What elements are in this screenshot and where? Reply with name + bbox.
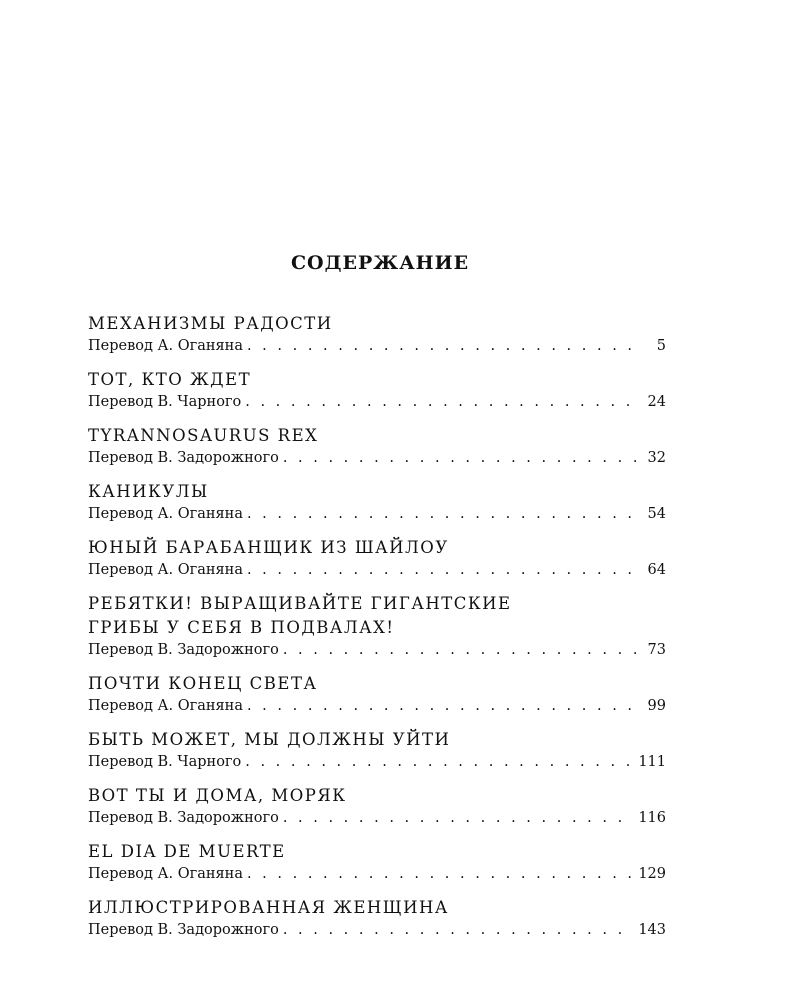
toc-entry-line — [88, 336, 666, 357]
toc-entry-page-number: 64 — [647, 562, 666, 578]
toc-entry-page-number: 32 — [647, 450, 666, 466]
dot-leader — [247, 336, 636, 357]
toc-entry-translator: Перевод А. Оганяна — [88, 866, 243, 882]
dot-leader — [245, 752, 632, 773]
toc-entry-line — [88, 560, 666, 581]
dot-leader — [247, 864, 632, 885]
dot-leader — [283, 808, 633, 829]
toc-entry-page-number: 73 — [647, 642, 666, 658]
toc-entry — [88, 672, 666, 717]
toc-entry-title: ЮНЫЙ БАРАБАНЩИК ИЗ ШАЙЛОУ — [88, 538, 449, 557]
dot-leader — [247, 504, 636, 525]
dot-leader — [247, 696, 636, 717]
toc-entry-title: ИЛЛЮСТРИРОВАННАЯ ЖЕНЩИНА — [88, 898, 449, 917]
toc-entry — [88, 728, 666, 773]
toc-entry-page-number: 143 — [638, 922, 666, 938]
toc-entry-line — [88, 864, 666, 885]
toc-entry-translator: Перевод В. Чарного — [88, 754, 242, 770]
toc-entry-page-number: 129 — [638, 866, 666, 882]
dot-leader — [283, 448, 636, 469]
toc-entry-line — [88, 640, 666, 661]
toc-entry — [88, 592, 666, 661]
toc-entry-translator: Перевод В. Задорожного — [88, 810, 279, 826]
toc-entry-line — [88, 752, 666, 773]
toc-entry-translator: Перевод А. Оганяна — [88, 506, 243, 522]
toc-entry-translator: Перевод А. Оганяна — [88, 562, 243, 578]
toc-entry-page-number: 54 — [647, 506, 666, 522]
toc-entry-translator: Перевод В. Задорожного — [88, 922, 279, 938]
dot-leader — [283, 920, 633, 941]
toc-entry-translator: Перевод В. Задорожного — [88, 642, 279, 658]
toc-entry-page-number: 99 — [647, 698, 666, 714]
toc-entry — [88, 424, 666, 469]
page-title: СОДЕРЖАНИЕ — [290, 252, 470, 274]
toc-entry-title: МЕХАНИЗМЫ РАДОСТИ — [88, 314, 333, 333]
dot-leader — [283, 640, 636, 661]
table-of-contents — [88, 312, 666, 952]
toc-entry-page-number: 116 — [638, 810, 666, 826]
toc-entry-title: КАНИКУЛЫ — [88, 482, 209, 501]
toc-entry-title: РЕБЯТКИ! ВЫРАЩИВАЙТЕ ГИГАНТСКИЕ ГРИБЫ У СЕБЯ В ПОДВАЛАХ! — [88, 594, 512, 637]
toc-entry-page-number: 24 — [647, 394, 666, 410]
toc-entry — [88, 368, 666, 413]
toc-entry — [88, 536, 666, 581]
toc-entry-title: ПОЧТИ КОНЕЦ СВЕТА — [88, 674, 318, 693]
toc-entry-translator: Перевод А. Оганяна — [88, 698, 243, 714]
toc-entry-title: ВОТ ТЫ И ДОМА, МОРЯК — [88, 786, 347, 805]
toc-entry-page-number: 5 — [656, 338, 666, 354]
toc-entry-line — [88, 504, 666, 525]
toc-entry-line — [88, 448, 666, 469]
toc-entry-title: ТОТ, КТО ЖДЕТ — [88, 370, 252, 389]
toc-entry — [88, 480, 666, 525]
toc-entry — [88, 896, 666, 941]
toc-entry-title: TYRANNOSAURUS REX — [88, 426, 319, 445]
toc-entry-title: EL DIA DE MUERTE — [88, 842, 286, 861]
toc-entry-translator: Перевод А. Оганяна — [88, 338, 243, 354]
toc-entry-translator: Перевод В. Чарного — [88, 394, 242, 410]
toc-entry-line — [88, 808, 666, 829]
dot-leader — [247, 560, 636, 581]
toc-entry-page-number: 111 — [638, 754, 666, 770]
toc-entry-title: БЫТЬ МОЖЕТ, МЫ ДОЛЖНЫ УЙТИ — [88, 730, 451, 749]
toc-entry-translator: Перевод В. Задорожного — [88, 450, 279, 466]
toc-entry — [88, 840, 666, 885]
toc-entry-line — [88, 696, 666, 717]
dot-leader — [245, 392, 636, 413]
toc-entry-line — [88, 392, 666, 413]
toc-entry — [88, 312, 666, 357]
toc-entry-line — [88, 920, 666, 941]
toc-entry — [88, 784, 666, 829]
